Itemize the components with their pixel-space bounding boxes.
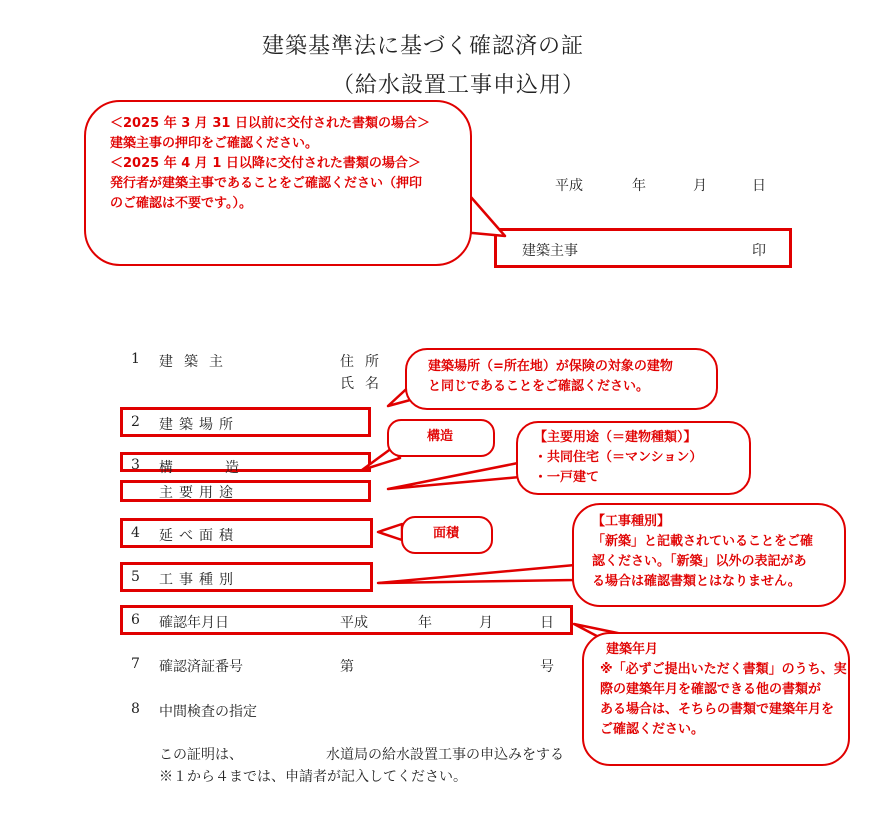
item-7-label: 確認済証番号 [159, 659, 243, 675]
item-1-number: 1 [131, 351, 140, 367]
header-era: 平成 [555, 178, 583, 194]
item-8-label: 中間検査の指定 [159, 704, 257, 720]
item-4-label: 延べ面積 [159, 528, 239, 544]
item-5-number: 5 [131, 569, 140, 585]
usage-note-line-2: ・共同住宅（＝マンション） [534, 450, 703, 465]
location-note-line-1: 建築場所（=所在地）が保険の対象の建物 [428, 359, 673, 374]
footer-line-1b: 水道局の給水設置工事の申込みをする [326, 747, 564, 763]
seal-mark: 印 [752, 243, 766, 259]
item-2-number: 2 [131, 414, 140, 430]
stamp-note-line-2: 建築主事の押印をご確認ください。 [110, 136, 319, 151]
item-6-era: 平成 [340, 615, 368, 631]
item-7-prefix: 第 [340, 659, 354, 675]
item-8-number: 8 [131, 701, 140, 717]
item-6-number: 6 [131, 612, 140, 628]
stamp-note-line-1: ＜2025 年 3 月 31 日以前に交付された書類の場合＞ [110, 116, 430, 131]
built-date-note-line-2: ※「必ずご提出いただく書類」のうち、実 [600, 662, 847, 677]
footer-line-1a: この証明は、 [159, 747, 243, 763]
document-subtitle: （給水設置工事申込用） [332, 73, 586, 98]
item-3-usage-label: 主要用途 [159, 485, 239, 501]
usage-note-line-1: 【主要用途（＝建物種類）】 [534, 430, 697, 445]
item-7-number: 7 [131, 656, 140, 672]
construction-note-line-4: る場合は確認書類とはなりません。 [592, 574, 801, 589]
owner-label: 建築主事 [522, 243, 578, 259]
stamp-note-line-5: のご確認は不要です。）。 [110, 196, 252, 211]
item-6-day: 日 [540, 615, 554, 631]
header-day: 日 [752, 178, 766, 194]
built-date-note-line-5: ご確認ください。 [600, 722, 705, 737]
usage-note-line-3: ・一戸建て [534, 470, 600, 485]
area-note-text: 面積 [433, 526, 460, 541]
item-2-label: 建築場所 [159, 417, 239, 433]
item-7-suffix: 号 [540, 659, 554, 675]
item-6-year: 年 [418, 615, 432, 631]
item-6-label: 確認年月日 [159, 615, 229, 631]
built-date-note-line-3: 際の建築年月を確認できる他の書類が [600, 682, 822, 697]
item-3-label: 構造 [159, 460, 291, 476]
built-date-note-line-4: ある場合は、そちらの書類で建築年月を [600, 702, 835, 717]
location-note-line-2: と同じであることをご確認ください。 [428, 379, 650, 394]
item-1-address-label: 住所 [340, 354, 390, 370]
footer-line-2: ※１から４までは、申請者が記入してください。 [159, 769, 467, 785]
document-title: 建築基準法に基づく確認済の証 [262, 34, 585, 59]
construction-note-line-1: 【工事種別】 [592, 514, 671, 529]
header-year: 年 [632, 178, 646, 194]
built-date-note-line-1: 建築年月 [606, 642, 659, 657]
item-6-month: 月 [479, 615, 493, 631]
structure-note-text: 構造 [427, 429, 454, 444]
item-1-label: 建築主 [159, 354, 234, 370]
header-month: 月 [693, 178, 707, 194]
item-4-number: 4 [131, 525, 140, 541]
item-3-number: 3 [131, 457, 140, 473]
item-1-name-label: 氏名 [340, 376, 390, 392]
stamp-note-line-3: ＜2025 年 4 月 1 日以降に交付された書類の場合＞ [110, 156, 421, 171]
construction-note-line-2: 「新築」と記載されていることをご確 [592, 534, 814, 549]
stamp-note-line-4: 発行者が建築主事であることをご確認ください（押印 [110, 176, 423, 191]
construction-note-line-3: 認ください。「新築」以外の表記があ [592, 554, 807, 569]
item-5-label: 工事種別 [159, 572, 239, 588]
